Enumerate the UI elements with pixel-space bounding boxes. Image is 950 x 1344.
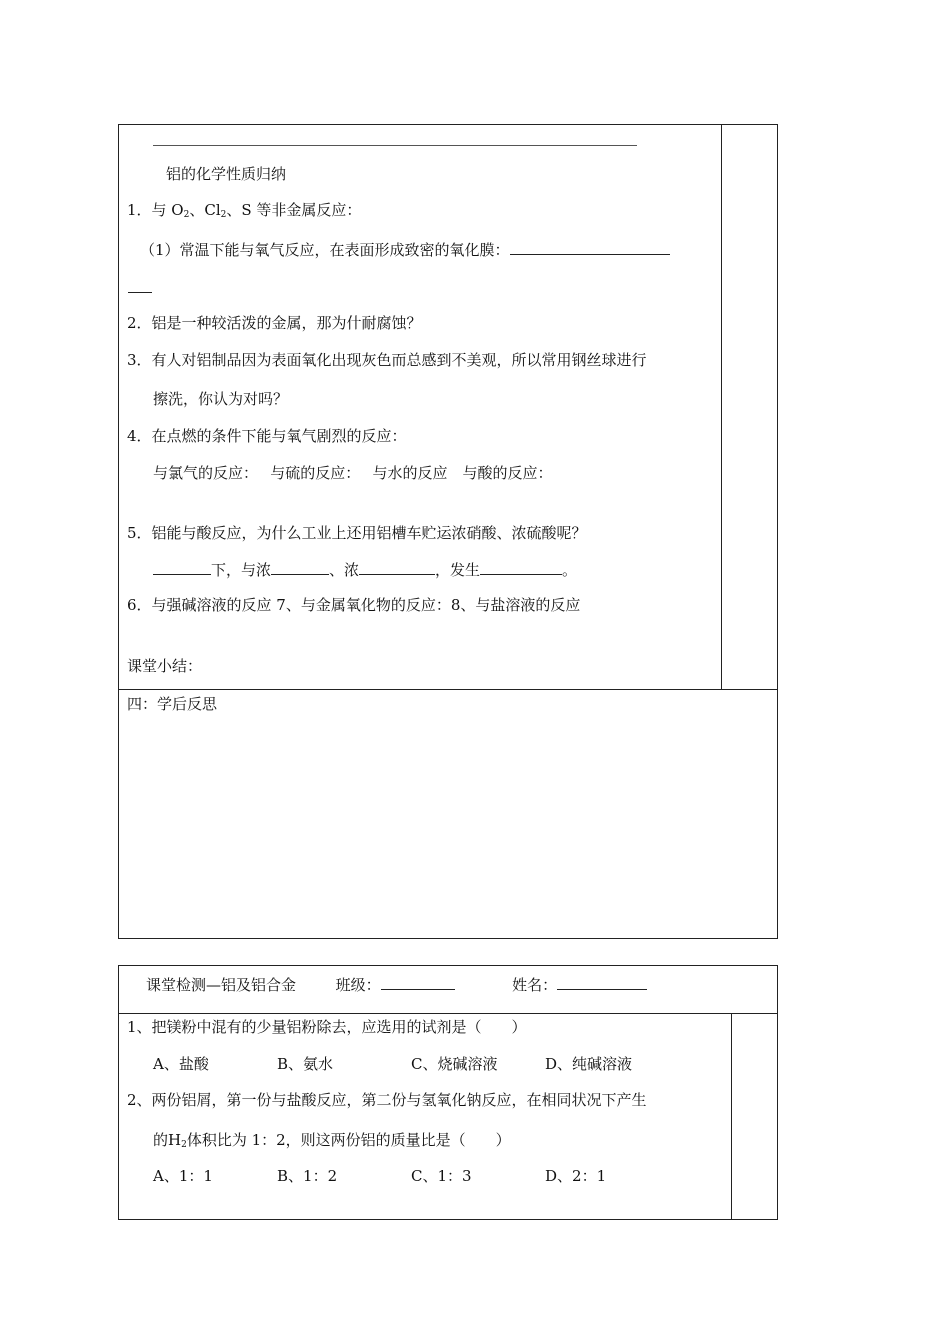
answer-blank[interactable] — [359, 559, 435, 575]
quiz-title: 课堂检测—铝及铝合金 — [146, 976, 297, 994]
item-1: 1．与 $O_2$、$Cl_2$、S 等非金属反应： — [127, 201, 362, 220]
q1-option-c[interactable]: C、烧碱溶液 — [411, 1055, 498, 1073]
item-3-line-2: 擦洗，你认为对吗？ — [153, 390, 289, 408]
quiz-header-divider — [118, 1013, 778, 1014]
item-2: 2．铝是一种较活泼的金属，那为什耐腐蚀？ — [127, 314, 422, 332]
q2-option-d[interactable]: D、2：1 — [545, 1167, 607, 1185]
name-label: 姓名： — [512, 976, 558, 994]
item-6: 6．与强碱溶液的反应 7、与金属氧化物的反应：8、与盐溶液的反应 — [127, 596, 581, 614]
top-rule — [153, 145, 637, 146]
item-3-line-1: 3．有人对铝制品因为表面氧化出现灰色而总感到不美观，所以常用钢丝球进行 — [127, 351, 647, 369]
quiz-header — [146, 974, 647, 995]
item-4: 4．在点燃的条件下能与氧气剧烈的反应： — [127, 427, 407, 445]
q1-option-b[interactable]: B、氨水 — [277, 1055, 334, 1073]
class-input[interactable] — [381, 974, 455, 990]
q2-option-c[interactable]: C、1：3 — [411, 1167, 472, 1185]
question-1: 1、把镁粉中混有的少量铝粉除去，应选用的试剂是（ ） — [127, 1018, 527, 1036]
answer-blank[interactable] — [480, 559, 562, 575]
class-summary-label: 课堂小结： — [127, 657, 203, 675]
name-input[interactable] — [557, 974, 647, 990]
answer-blank[interactable] — [271, 559, 329, 575]
question-2-line-1: 2、两份铝屑，第一份与盐酸反应，第二份与氢氧化钠反应，在相同状况下产生 — [127, 1091, 647, 1109]
q2-option-a[interactable]: A、1：1 — [153, 1167, 213, 1185]
item-5-fill-in: 下，与浓 、浓 ，发生 。 — [153, 559, 577, 580]
quiz-side-divider — [731, 1013, 732, 1220]
answer-blank[interactable] — [510, 239, 670, 255]
upper-table-row-divider — [118, 689, 778, 690]
item-1-sub-a-continuation — [128, 277, 152, 298]
question-2-line-2: 的$H_2$体积比为 1：2，则这两份铝的质量比是（ ） — [153, 1131, 511, 1150]
item-4-reactions: 与氯气的反应： 与硫的反应： 与水的反应 与酸的反应： — [153, 464, 553, 482]
item-1-sub-a: （1）常温下能与氧气反应，在表面形成致密的氧化膜： — [140, 239, 670, 260]
q1-option-d[interactable]: D、纯碱溶液 — [545, 1055, 633, 1073]
upper-table-side-divider — [721, 124, 722, 690]
section-heading: 铝的化学性质归纳 — [166, 165, 287, 183]
reflection-title: 四：学后反思 — [127, 695, 218, 713]
item-5: 5．铝能与酸反应，为什么工业上还用铝槽车贮运浓硝酸、浓硫酸呢？ — [127, 524, 587, 542]
q2-option-b[interactable]: B、1：2 — [277, 1167, 338, 1185]
answer-blank[interactable] — [128, 277, 152, 293]
class-label: 班级： — [335, 976, 381, 994]
answer-blank[interactable] — [153, 559, 211, 575]
q1-option-a[interactable]: A、盐酸 — [153, 1055, 209, 1073]
